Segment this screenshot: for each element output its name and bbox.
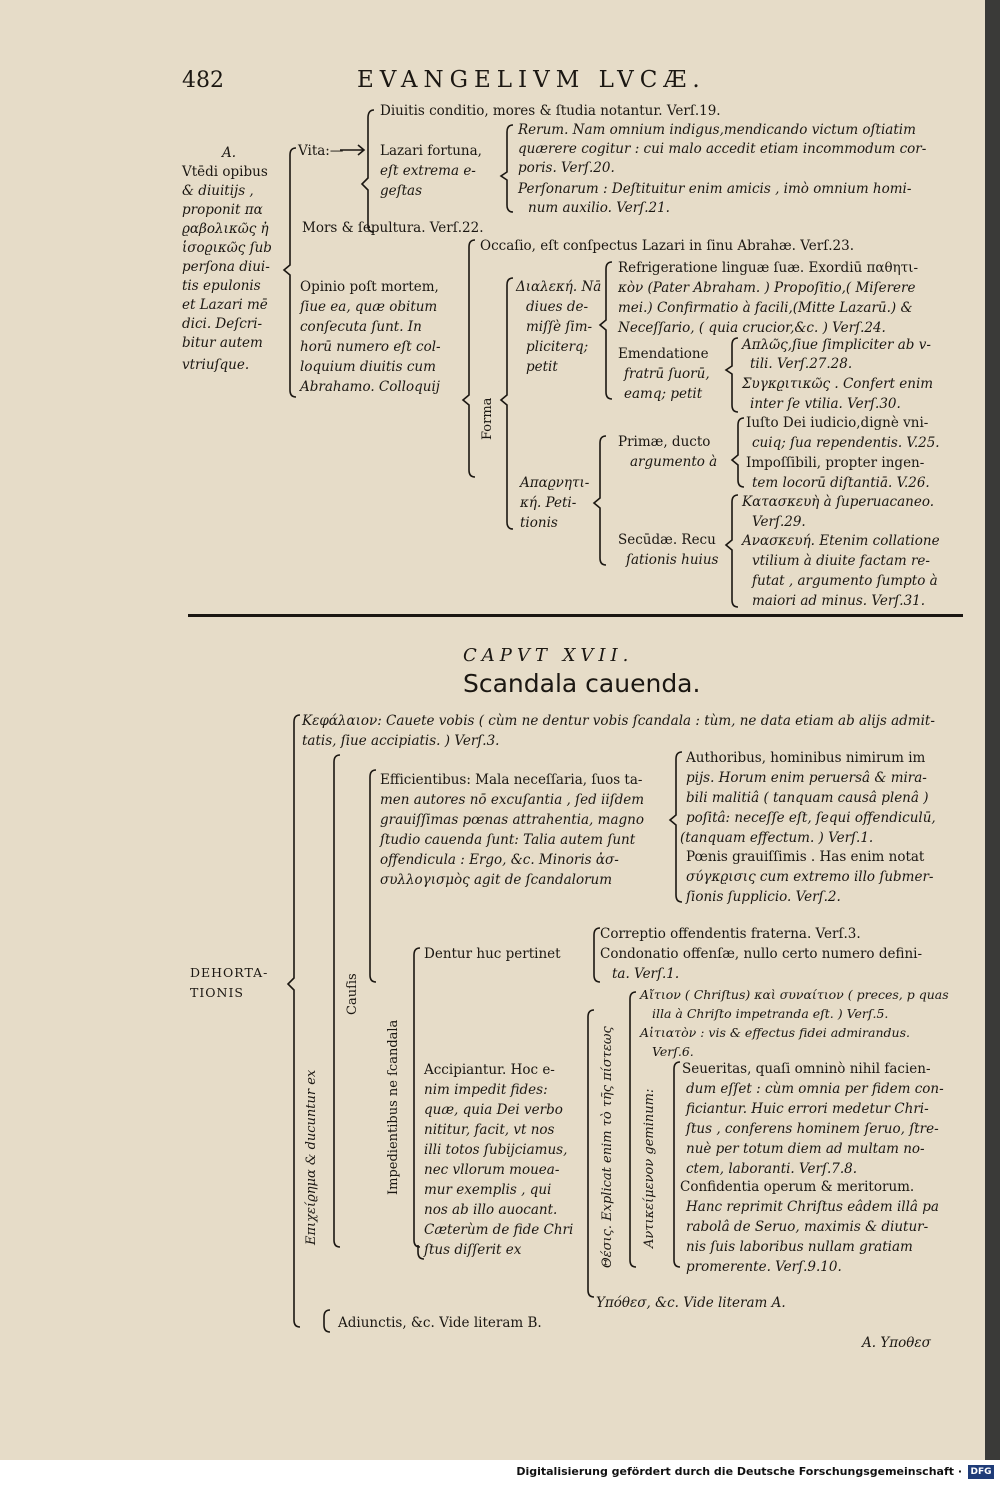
secudae-line-1: Secūdæ. Recu <box>618 532 716 548</box>
authoribus-line-4: poſitâ: neceſſe eſt, ſequi offendiculū, <box>686 810 936 826</box>
confidentia-line-5: promerente. Verſ.9.10. <box>686 1259 842 1275</box>
authoribus-line-3: bili malitiâ ( tanquam causâ plenâ ) <box>686 790 929 806</box>
bracket-fides <box>588 1010 594 1297</box>
accipiantur-line-10: ſtus diſſerit ex <box>424 1242 522 1258</box>
seueritas-line-5: nuè per totum diem ad multam no- <box>686 1141 925 1157</box>
section-divider <box>188 614 963 617</box>
seueritas-line-3: ficiantur. Huic errori medetur Chri- <box>686 1101 929 1117</box>
lazari-line-2: eſt extrema e- <box>380 163 476 179</box>
upper-left-line-1: A. <box>222 145 237 161</box>
upper-left-line-8: tis epulonis <box>182 278 261 294</box>
accipiantur-line-4: nititur, facit, vt nos <box>424 1122 555 1138</box>
efficient-line-4: ſtudio cauenda ſunt: Talia autem ſunt <box>380 832 636 848</box>
aplos-line-2: tili. Verſ.27.28. <box>750 356 853 372</box>
kataskeue-line-1: Κατασκευὴ à ſuperuacaneo. <box>742 494 935 510</box>
confidentia-line-3: rabolâ de Seruo, maximis & diutur- <box>686 1219 929 1235</box>
running-title: EVANGELIVM LVCÆ. <box>357 67 706 93</box>
caussis-vertical: Cauſis <box>345 973 360 1015</box>
hypothesis-text: Υπόθεσ, &c. Vide literam A. <box>596 1295 786 1311</box>
upper-left-line-6: ἱσοϱικῶς ſub <box>182 240 272 256</box>
chapter-heading: Scandala cauenda. <box>463 669 701 698</box>
upper-left-line-2: Vtēdi opibus <box>182 164 268 180</box>
bracket-dialike-aparn <box>501 278 513 529</box>
accipiantur-line-3: quæ, quia Dei verbo <box>424 1102 563 1118</box>
impedient-vertical: Impedientibus ne ſcandala <box>386 1019 401 1195</box>
aplos-line-1: Απλῶς,ſiue ſimpliciter ab v- <box>742 337 931 353</box>
dialike-line-4: pliciterq; <box>526 339 589 355</box>
secudae-line-2: ſationis huius <box>626 552 719 568</box>
emend-line-1: Emendatione <box>618 346 709 362</box>
accipiantur-line-6: nec vllorum mouea- <box>424 1162 560 1178</box>
upper-left-line-9: et Lazari mē <box>182 297 268 313</box>
correptio-text: Correptio offendentis fraterna. Verſ.3. <box>600 926 861 942</box>
imposs-line-2: tem locorū diſtantiā. V.26. <box>752 475 930 491</box>
upper-left-line-3: & diuitijs , <box>182 183 254 199</box>
personarum-line-2: num auxilio. Verſ.21. <box>528 200 670 216</box>
synkr-line-1: Συγκϱιτικῶς . Confert enim <box>742 376 934 392</box>
bracket-aplos-synkr <box>726 338 738 412</box>
footer-strip <box>0 1460 1000 1485</box>
opinio-line-4: horū numero eſt col- <box>300 339 441 355</box>
primae-line-2: argumento à <box>630 454 718 470</box>
kephalaion-line-2: tatis, ſiue accipiatis. ) Verſ.3. <box>302 733 500 749</box>
personarum-line-1: Perſonarum : Deſtituitur enim amicis , imò omnium homi- <box>518 181 912 197</box>
dialike-line-2: diues de- <box>526 299 589 315</box>
bracket-adiunctis <box>324 1310 330 1332</box>
refrig-line-2: κὸν (Pater Abraham. ) Propoſitio,( Miſerere <box>618 280 916 296</box>
opinio-line-6: Abrahamo. Colloquij <box>300 379 440 395</box>
upper-left-line-4: proponit πα <box>182 202 263 218</box>
confidentia-line-4: nis ſuis laboribus nullam gratiam <box>686 1239 913 1255</box>
upper-left-line-10: dici. Deſcri- <box>182 316 263 332</box>
refrig-line-4: Neceſſario, ( quia crucior,&c. ) Verſ.24. <box>618 320 886 336</box>
dehort-line-1: DEHORTA- <box>190 965 269 980</box>
diuitis-text: Diuitis conditio, mores & ſtudia notantur. Verſ.19. <box>380 103 721 119</box>
authoribus-line-2: pijs. Horum enim peruersâ & mira- <box>686 770 927 786</box>
seueritas-line-4: ſtus , conferens hominem ſeruo, ſtre- <box>686 1121 939 1137</box>
emend-line-3: eamq; petit <box>624 386 703 402</box>
aparn-line-1: Απαϱνητι- <box>520 475 590 491</box>
dialike-line-3: miſſè ſim- <box>526 319 593 335</box>
vita-label: Vita:— <box>298 143 344 159</box>
arrow-vita <box>340 145 364 155</box>
dfg-logo: DFG <box>968 1465 994 1479</box>
bracket-aition <box>630 992 636 1267</box>
accipiantur-line-7: mur exemplis , qui <box>424 1182 552 1198</box>
bracket-rerum-personarum <box>501 125 513 212</box>
refrig-line-3: mei.) Confirmatio à facili,(Mitte Lazarū.) & <box>618 300 913 316</box>
efficient-line-3: grauiſſimas pœnas attrahentia, magno <box>380 812 644 828</box>
poenis-line-1: Pœnis grauiſſimis . Has enim notat <box>686 849 925 865</box>
aition-line-1: Αἴτιον ( Chriſtus) καὶ συναίτιον ( preces, p quas <box>640 987 949 1002</box>
catchword: A. Υποθεσ <box>862 1335 931 1351</box>
adiunctis-text: Adiunctis, &c. Vide literam B. <box>338 1315 542 1331</box>
bracket-vita-opinio <box>284 148 296 397</box>
digitization-note: Digitalisierung gefördert durch die Deutsche Forschungsgemeinschaft · <box>516 1465 962 1478</box>
aparn-line-3: tionis <box>520 515 558 531</box>
iusto-line-1: Iuſto Dei iudicio,dignè vni- <box>746 415 929 431</box>
aitiaton-line-1: Αἰτιατὸν : vis & effectus fidei admirandus. <box>640 1025 910 1040</box>
upper-left-line-12: vtriuſque. <box>182 357 250 373</box>
confidentia-line-2: Hanc reprimit Chriſtus eâdem illâ pa <box>686 1199 939 1215</box>
authoribus-line-5: (tanquam effectum. ) Verſ.1. <box>680 830 874 846</box>
aitiaton-line-2: Verſ.6. <box>652 1044 694 1059</box>
lazari-line-3: geſtas <box>380 183 423 199</box>
confidentia-line-1: Confidentia operum & meritorum. <box>680 1179 915 1195</box>
primae-line-1: Primæ, ducto <box>618 434 711 450</box>
bracket-refrig-emend <box>600 262 612 399</box>
upper-left-line-5: ϱαβολικῶς ἠ <box>182 221 269 237</box>
opinio-line-5: loquium diuitis cum <box>300 359 436 375</box>
bracket-kata-ana <box>726 495 738 607</box>
imposs-line-1: Impoſſibili, propter ingen- <box>746 455 925 471</box>
mors-text: Mors & ſepultura. Verſ.22. <box>302 220 484 236</box>
anaskeue-line-2: vtilium à diuite factam re- <box>752 553 930 569</box>
efficient-line-2: men autores nō excuſantia , ſed iiſdem <box>380 792 645 808</box>
rerum-line-2: quærere cogitur : cui malo accedit etiam incommodum cor- <box>518 141 927 157</box>
efficient-line-6: συλλογισμὸς agit de ſcandalorum <box>380 872 613 888</box>
poenis-line-3: ſionis ſupplicio. Verſ.2. <box>686 889 841 905</box>
iusto-line-2: cuiq; ſua rependentis. V.25. <box>752 435 940 451</box>
rerum-line-3: poris. Verſ.20. <box>518 160 615 176</box>
bracket-efficient <box>670 752 682 902</box>
opinio-line-2: ſiue ea, quæ obitum <box>300 299 438 315</box>
accipiantur-line-8: nos ab illo auocant. <box>424 1202 558 1218</box>
opinio-line-3: conſecuta ſunt. In <box>300 319 422 335</box>
efficient-line-1: Efficientibus: Mala neceſſaria, ſuos ta- <box>380 772 643 788</box>
kephalaion-line-1: Κεφάλαιον: Cauete vobis ( cùm ne dentur vobis ſcandala : tùm, ne data etiam ab alijs admit- <box>302 713 935 729</box>
dentur-text: Dentur huc pertinet <box>424 946 561 962</box>
accipiantur-line-1: Accipiantur. Hoc e- <box>424 1062 555 1078</box>
authoribus-line-1: Authoribus, hominibus nimirum im <box>686 750 926 766</box>
bracket-dehortationis <box>288 715 300 1327</box>
antiked-vertical: Αντικείμενον geminum: <box>642 1088 657 1248</box>
seueritas-line-2: dum eſſet : cùm omnia per fidem con- <box>686 1081 944 1097</box>
bracket-antiked <box>674 1062 680 1267</box>
upper-left-line-7: perſona diui- <box>182 259 270 275</box>
dehort-line-2: TIONIS <box>190 985 244 1000</box>
bracket-iusto-imposs <box>732 418 744 487</box>
seueritas-line-6: ctem, laboranti. Verſ.7.8. <box>686 1161 858 1177</box>
accipiantur-line-5: illi totos ſubijciamus, <box>424 1142 568 1158</box>
refrig-line-1: Refrigeratione linguæ ſuæ. Exordiū παθητι- <box>618 260 919 276</box>
anaskeue-line-4: maiori ad minus. Verſ.31. <box>752 593 926 609</box>
poenis-line-2: σύγκϱισις cum extremo illo ſubmer- <box>686 869 934 885</box>
dialike-line-1: Διαλεκή. Nā <box>516 279 602 295</box>
anaskeue-line-1: Ανασκευή. Etenim collatione <box>742 533 940 549</box>
accipiantur-line-9: Cæterùm de fide Chri <box>424 1222 574 1238</box>
accipiantur-line-2: nim impedit fides: <box>424 1082 548 1098</box>
forma-label: Forma <box>480 397 495 440</box>
kataskeue-line-2: Verſ.29. <box>752 514 806 530</box>
emend-line-2: fratrū ſuorū, <box>624 366 710 382</box>
lazari-line-1: Lazari fortuna, <box>380 143 482 159</box>
anaskeue-line-3: futat , argumento ſumpto à <box>752 573 938 589</box>
condonatio-line-1: Condonatio offenſæ, nullo certo numero defini- <box>600 946 923 962</box>
bracket-epich <box>334 755 340 1247</box>
occasio-text: Occaſio, eſt conſpectus Lazari in ſinu Abrahæ. Verſ.23. <box>480 238 854 254</box>
thesis-vertical: Θέσις. Explicat enim τὸ τῆς πίστεως <box>600 1026 615 1268</box>
opinio-line-1: Opinio poſt mortem, <box>300 279 439 295</box>
bracket-primae-secudae <box>594 436 606 565</box>
page-number: 482 <box>182 68 224 93</box>
aparn-line-2: κή. Peti- <box>520 495 577 511</box>
aition-line-2: illa à Chriſto impetranda eſt. ) Verſ.5. <box>652 1006 889 1021</box>
bracket-impedient <box>414 948 420 1247</box>
dialike-line-5: petit <box>526 359 558 375</box>
rerum-line-1: Rerum. Nam omnium indigus,mendicando victum oſtiatim <box>518 122 916 138</box>
epich-vertical: Επιχείϱημα & ducuntur ex <box>304 1069 319 1245</box>
bracket-caussis <box>370 770 376 982</box>
efficient-line-5: offendicula : Ergo, &c. Minoris ἀσ- <box>380 852 619 868</box>
bracket-occasio-forma <box>463 240 475 477</box>
upper-left-line-11: bitur autem <box>182 335 263 351</box>
condonatio-line-2: ta. Verſ.1. <box>612 966 680 982</box>
chapter-number: CAPVT XVII. <box>463 645 634 666</box>
synkr-line-2: inter ſe vtilia. Verſ.30. <box>750 396 901 412</box>
seueritas-line-1: Seueritas, quaſi omninò nihil facien- <box>682 1061 931 1077</box>
bracket-diuitis-lazari <box>362 110 374 232</box>
